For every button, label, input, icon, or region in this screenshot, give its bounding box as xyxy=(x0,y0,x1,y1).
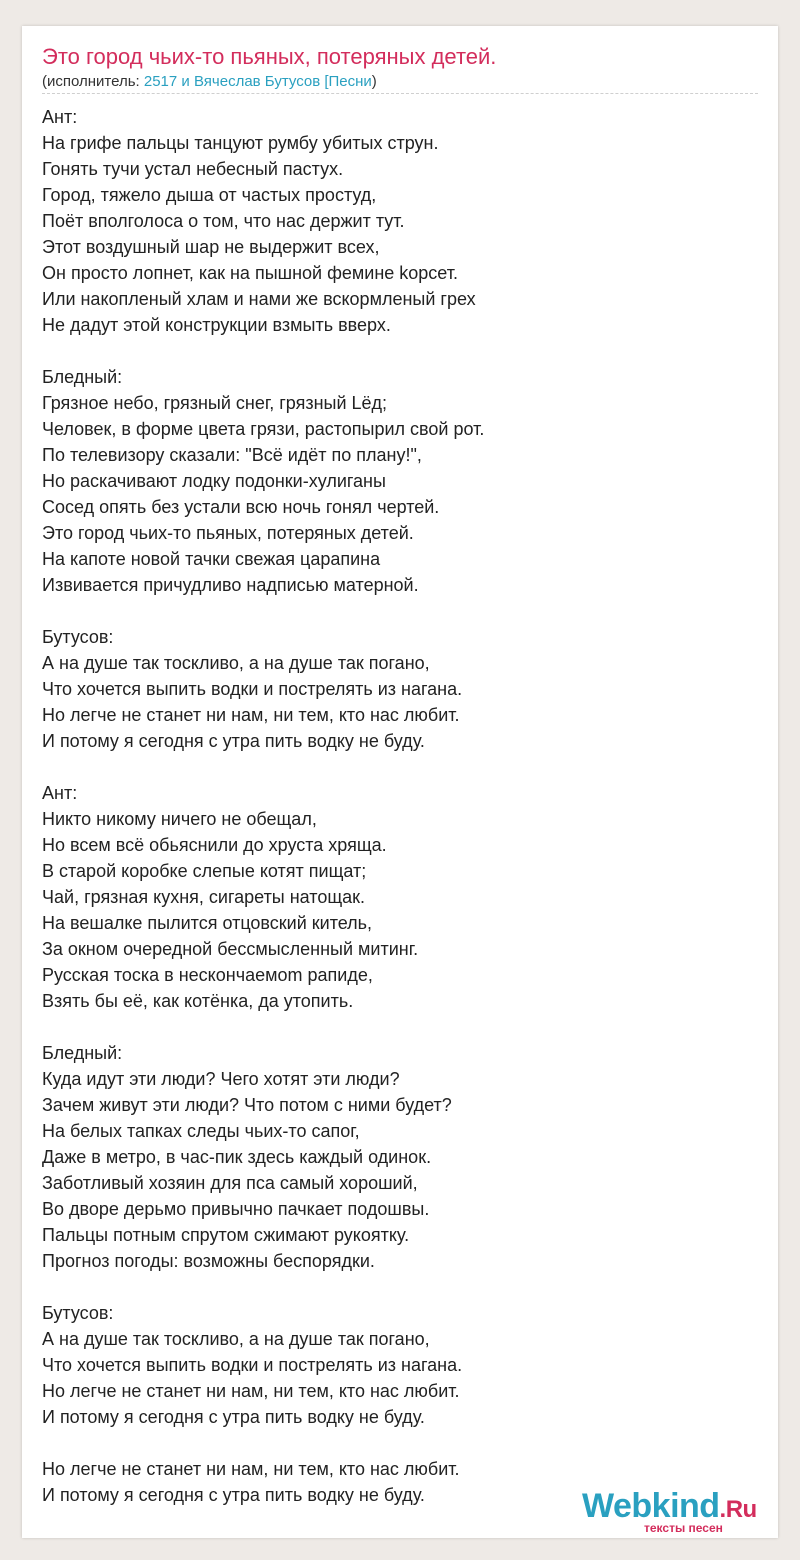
lyric-line: Ант: xyxy=(42,783,78,803)
lyrics-stanza xyxy=(42,104,758,338)
lyric-line: Или накопленый хлам и нами же вскормленый грех xyxy=(42,289,476,309)
logo-ru-text: .Ru xyxy=(719,1496,757,1523)
lyric-line: Извивается причудливо надписью матерной. xyxy=(42,575,419,595)
lyric-line: Сосед опять без устали всю ночь гонял чертей. xyxy=(42,497,440,517)
logo-main-text: Webkind xyxy=(582,1487,720,1525)
lyric-line: И потому я сегодня с утра пить водку не буду. xyxy=(42,731,425,751)
lyric-line: На вешалке пылится отцовский китель, xyxy=(42,913,373,933)
lyrics-card xyxy=(22,26,778,1538)
lyric-line: Бутусов: xyxy=(42,1303,114,1323)
lyric-line: Но легче не станет ни нам, ни тем, кто нас любит. xyxy=(42,1381,460,1401)
song-title: Это город чьих-то пьяных, потеряных детей. xyxy=(42,44,497,69)
lyrics-stanza xyxy=(42,1040,758,1274)
lyrics-stanza xyxy=(42,1300,758,1430)
lyric-line: В старой коробке слепые котят пищат; xyxy=(42,861,367,881)
site-logo[interactable] xyxy=(582,1486,772,1536)
lyric-line: На грифе пальцы танцуют румбу убитых струн. xyxy=(42,133,439,153)
lyric-line: За окном очередной бессмысленный митинг. xyxy=(42,939,419,959)
lyric-line: Что хочется выпить водки и пострелять из нагана. xyxy=(42,1355,463,1375)
lyric-line: Русская тоска в нескончаемom рапиде, xyxy=(42,965,373,985)
lyrics-body xyxy=(42,104,758,1534)
lyric-line: Гонять тучи устал небесный пастух. xyxy=(42,159,344,179)
artist-suffix: ) xyxy=(371,73,377,90)
lyric-line: Бутусов: xyxy=(42,627,114,647)
lyric-line: Но легче не станет ни нам, ни тем, кто нас любит. xyxy=(42,705,460,725)
artist-link[interactable]: 2517 и Вячеслав Бутусов [Песни xyxy=(143,73,372,90)
lyric-line: По телевизору сказали: "Всё идёт по плану!", xyxy=(42,445,422,465)
lyric-line: Что хочется выпить водки и пострелять из нагана. xyxy=(42,679,463,699)
lyric-line: На белых тапках следы чьих-то сапог, xyxy=(42,1121,360,1141)
artist-line xyxy=(42,72,377,92)
logo-subtitle: тексты песен xyxy=(644,1521,723,1535)
lyric-line: Пальцы потным спрутом сжимают рукоятку. xyxy=(42,1225,410,1245)
lyric-line: Куда идут эти люди? Чего хотят эти люди? xyxy=(42,1069,400,1089)
lyric-line: Ант: xyxy=(42,107,78,127)
header-divider xyxy=(42,93,758,94)
lyric-line: Поёт вполголоса о том, что нас держит тут. xyxy=(42,211,405,231)
lyrics-stanza xyxy=(42,624,758,754)
lyrics-stanza xyxy=(42,364,758,598)
lyric-line: Зачем живут эти люди? Что потом с ними будет? xyxy=(42,1095,452,1115)
artist-prefix: (исполнитель: xyxy=(42,73,144,90)
lyric-line: Но раскачивают лодку подонки-хулиганы xyxy=(42,471,386,491)
lyric-line: На капоте новой тачки свежая царапина xyxy=(42,549,381,569)
lyric-line: А на душе так тоскливо, а на душе так погано, xyxy=(42,653,430,673)
lyric-line: Даже в метро, в час-пик здесь каждый одинок. xyxy=(42,1147,432,1167)
lyrics-stanza xyxy=(42,780,758,1014)
lyric-line: Этот воздушный шар не выдержит всех, xyxy=(42,237,380,257)
lyric-line: И потому я сегодня с утра пить водку не буду. xyxy=(42,1485,425,1505)
lyric-line: Человек, в форме цвета грязи, растопырил свой рот. xyxy=(42,419,485,439)
lyric-line: Бледный: xyxy=(42,367,123,387)
lyric-line: Никто никому ничего не обещал, xyxy=(42,809,317,829)
lyric-line: Прогноз погоды: возможны беспорядки. xyxy=(42,1251,375,1271)
lyric-line: Заботливый хозяин для пса самый хороший, xyxy=(42,1173,418,1193)
lyric-line: Город, тяжело дыша от частых простуд, xyxy=(42,185,377,205)
lyric-line: Он просто лопнет, как на пышной фемине kорсет. xyxy=(42,263,458,283)
lyric-line: Чай, грязная кухня, сигареты натощак. xyxy=(42,887,366,907)
lyric-line: Грязное небо, грязный снег, грязный Lёд; xyxy=(42,393,388,413)
lyric-line: Это город чьих-то пьяных, потеряных детей. xyxy=(42,523,414,543)
lyric-line: Взять бы её, как котёнка, да утопить. xyxy=(42,991,354,1011)
lyric-line: Но всем всё обьяснили до хруста хряща. xyxy=(42,835,387,855)
lyric-line: А на душе так тоскливо, а на душе так погано, xyxy=(42,1329,430,1349)
lyric-line: Не дадут этой конструкции взмыть вверх. xyxy=(42,315,391,335)
lyric-line: Бледный: xyxy=(42,1043,123,1063)
lyric-line: Но легче не станет ни нам, ни тем, кто нас любит. xyxy=(42,1459,460,1479)
lyric-line: И потому я сегодня с утра пить водку не буду. xyxy=(42,1407,425,1427)
lyric-line: Во дворе дерьмо привычно пачкает подошвы. xyxy=(42,1199,430,1219)
